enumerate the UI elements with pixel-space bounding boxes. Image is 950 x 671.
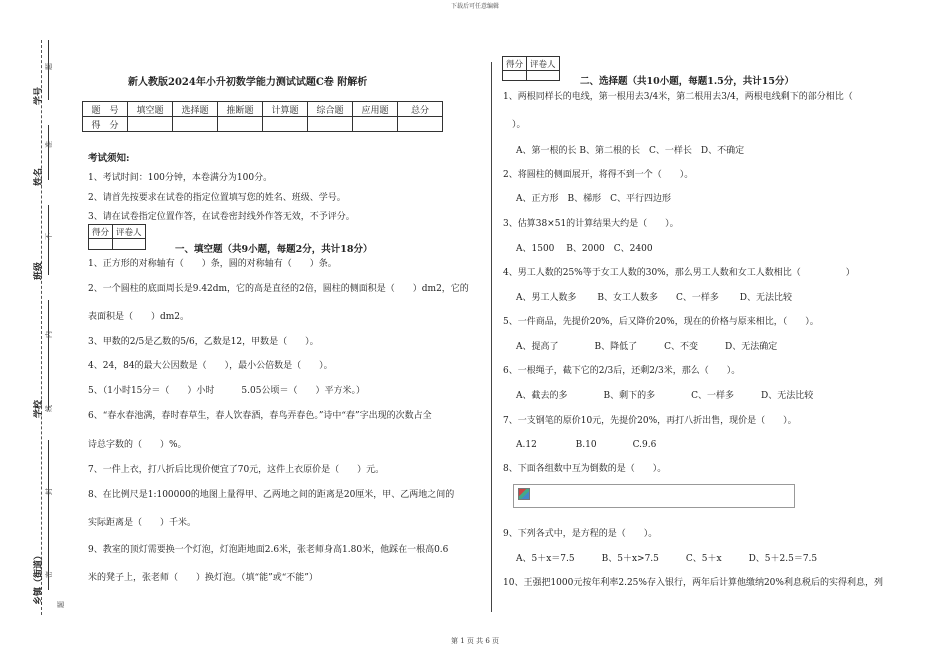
section-heading-fill: 一、填空题（共9小题，每题2分，共计18分）: [175, 244, 373, 255]
question-line: 3、估算38×51的计算结果大约是（ ）。: [503, 219, 679, 229]
option-line: A、男工人数多 B、女工人数多 C、一样多 D、无法比较: [516, 293, 792, 303]
grader-blank[interactable]: [89, 239, 113, 250]
grader-box: [88, 224, 146, 250]
table-row: [503, 57, 560, 71]
option-line: A、提高了 B、降低了 C、不变 D、无法确定: [516, 342, 778, 352]
notice-item: 2、请首先按要求在试卷的指定位置填写您的姓名、班级、学号。: [88, 193, 346, 203]
table-row: [83, 117, 443, 132]
question-line: 1、两根同样长的电线，第一根用去3/4米，第二根用去3/4，两根电线剩下的部分相比（: [503, 92, 853, 102]
question-line: 7、一件上衣，打八折后比现价便宜了70元，这件上衣原价是（ ）元。: [88, 465, 385, 475]
seal-char: 准: [45, 141, 53, 148]
blank-town[interactable]: [48, 440, 49, 590]
blank-class[interactable]: [48, 205, 49, 275]
question-line: 3、甲数的2/5是乙数的5/6，乙数是12，甲数是（ ）。: [88, 337, 319, 347]
table-cell: 选择题: [173, 102, 218, 117]
binding-line: [41, 40, 42, 615]
question-line: 诗总字数的（ ）%。: [88, 440, 187, 450]
question-line: 8、在比例尺是1:100000的地图上量得甲、乙两地之间的距离是20厘米，甲、乙两地之间的: [88, 490, 455, 500]
question-line: 表面积是（ ）dm2。: [88, 312, 190, 322]
binding-label-name: 姓名: [34, 167, 44, 186]
binding-label-student-id: 学号: [34, 86, 44, 105]
seal-char: 线: [45, 405, 53, 412]
score-blank[interactable]: [308, 117, 353, 132]
page-number: 第 1 页 共 6 页: [450, 637, 500, 645]
option-line: A、1500 B、2000 C、2400: [516, 244, 653, 254]
grader-blank[interactable]: [503, 71, 527, 81]
option-line: A、正方形 B、梯形 C、平行四边形: [516, 194, 672, 204]
grader-box: [502, 56, 560, 81]
grader-label: 评卷人: [113, 225, 146, 239]
broken-image-placeholder: [513, 484, 795, 508]
question-line: 6、一根绳子，截下它的2/3后，还剩2/3米，那么（ ）。: [503, 366, 741, 376]
blank-name[interactable]: [48, 125, 49, 180]
seal-char: 内: [45, 331, 53, 338]
question-line: 7、一支钢笔的原价10元，先提价20%，再打八折出售，现价是（ ）。: [503, 416, 797, 426]
table-cell: 计算题: [263, 102, 308, 117]
binding-label-town: 乡镇（街道）: [34, 550, 44, 605]
grader-label: 评卷人: [527, 57, 560, 71]
score-blank[interactable]: [398, 117, 443, 132]
column-divider: [491, 62, 492, 612]
option-line: A.12 B.10 C.9.6: [516, 440, 657, 450]
table-cell: 应用题: [353, 102, 398, 117]
question-line: 6、“春水春池满，春时春草生，春人饮春酒，春鸟弄春色。”诗中“春”字出现的次数占全: [88, 411, 432, 421]
table-row: [503, 71, 560, 81]
table-cell: 综合题: [308, 102, 353, 117]
table-cell: 题 号: [83, 102, 128, 117]
option-line: A、5＋x＝7.5 B、5＋x>7.5 C、5＋x D、5＋2.5＝7.5: [516, 554, 818, 564]
blank-school[interactable]: [48, 300, 49, 410]
page-title: 新人教版2024年小升初数学能力测试试题C卷 附解析: [128, 77, 368, 88]
table-cell: 总分: [398, 102, 443, 117]
question-line: 5、（1小时15分＝（ ）小时 5.05公顷＝（ ）平方米。）: [88, 386, 365, 396]
question-line: 2、将圆柱的侧面展开，将得不到一个（ ）。: [503, 170, 694, 180]
question-line: 9、教室的顶灯需要换一个灯泡，灯泡距地面2.6米，张老师身高1.80米，他踩在一根高0.6: [88, 545, 449, 555]
header-note: 下载后可任意编辑: [450, 3, 499, 10]
question-line: 2、一个圆柱的底面周长是9.42dm，它的高是直径的2倍，圆柱的侧面积是（ ）dm2，它的: [88, 284, 469, 294]
question-line: 4、男工人数的25%等于女工人数的30%，那么男工人数和女工人数相比（ ）: [503, 268, 855, 278]
question-line: 5、一件商品，先提价20%，后又降价20%，现在的价格与原来相比，（ ）。: [503, 317, 819, 327]
grader-blank[interactable]: [113, 239, 146, 250]
question-line: 1、正方形的对称轴有（ ）条，圆的对称轴有（ ）条。: [88, 259, 337, 269]
score-blank[interactable]: [173, 117, 218, 132]
seal-char: 密: [45, 571, 53, 578]
section-heading-choice: 二、选择题（共10小题，每题1.5分，共计15分）: [580, 76, 794, 87]
table-cell: 推断题: [218, 102, 263, 117]
seal-char: 不: [45, 233, 53, 240]
score-blank[interactable]: [353, 117, 398, 132]
score-table: [82, 101, 443, 132]
question-line: ）。: [512, 120, 526, 130]
table-cell: 填空题: [128, 102, 173, 117]
option-line: A、截去的多 B、剩下的多 C、一样多 D、无法比较: [516, 391, 814, 401]
table-row: [89, 239, 146, 250]
notice-item: 3、请在试卷指定位置作答，在试卷密封线外作答无效，不予评分。: [88, 212, 355, 222]
question-line: 实际距离是（ ）千米。: [88, 518, 197, 528]
question-line: 9、下列各式中，是方程的是（ ）。: [503, 529, 658, 539]
seal-char: 题: [57, 601, 65, 608]
question-line: 8、下面各组数中互为倒数的是（ ）。: [503, 464, 667, 474]
score-blank[interactable]: [128, 117, 173, 132]
table-row: [83, 102, 443, 117]
image-icon: [518, 488, 530, 500]
table-row: [89, 225, 146, 239]
question-line: 10、王强把1000元按年利率2.25%存入银行，两年后计算他缴纳20%利息税后的实得利息，列: [503, 578, 883, 588]
score-blank[interactable]: [218, 117, 263, 132]
question-line: 米的凳子上，张老师（ ）换灯泡。（填“能”或“不能”）: [88, 573, 318, 583]
blank-student-id[interactable]: [48, 40, 49, 100]
notice-item: 1、考试时间：100分钟，本卷满分为100分。: [88, 173, 273, 183]
score-blank[interactable]: [263, 117, 308, 132]
seal-char: 封: [45, 488, 53, 495]
binding-label-school: 学校: [34, 399, 44, 418]
option-line: A、第一根的长 B、第二根的长 C、一样长 D、不确定: [516, 146, 745, 156]
grader-blank[interactable]: [527, 71, 560, 81]
grader-label: 得分: [89, 225, 113, 239]
seal-char: 题: [45, 63, 53, 70]
grader-label: 得分: [503, 57, 527, 71]
notice-heading: 考试须知:: [88, 153, 130, 164]
table-cell: 得 分: [83, 117, 128, 132]
binding-label-class: 班级: [34, 261, 44, 280]
question-line: 4、24，84的最大公因数是（ ），最小公倍数是（ ）。: [88, 361, 333, 371]
